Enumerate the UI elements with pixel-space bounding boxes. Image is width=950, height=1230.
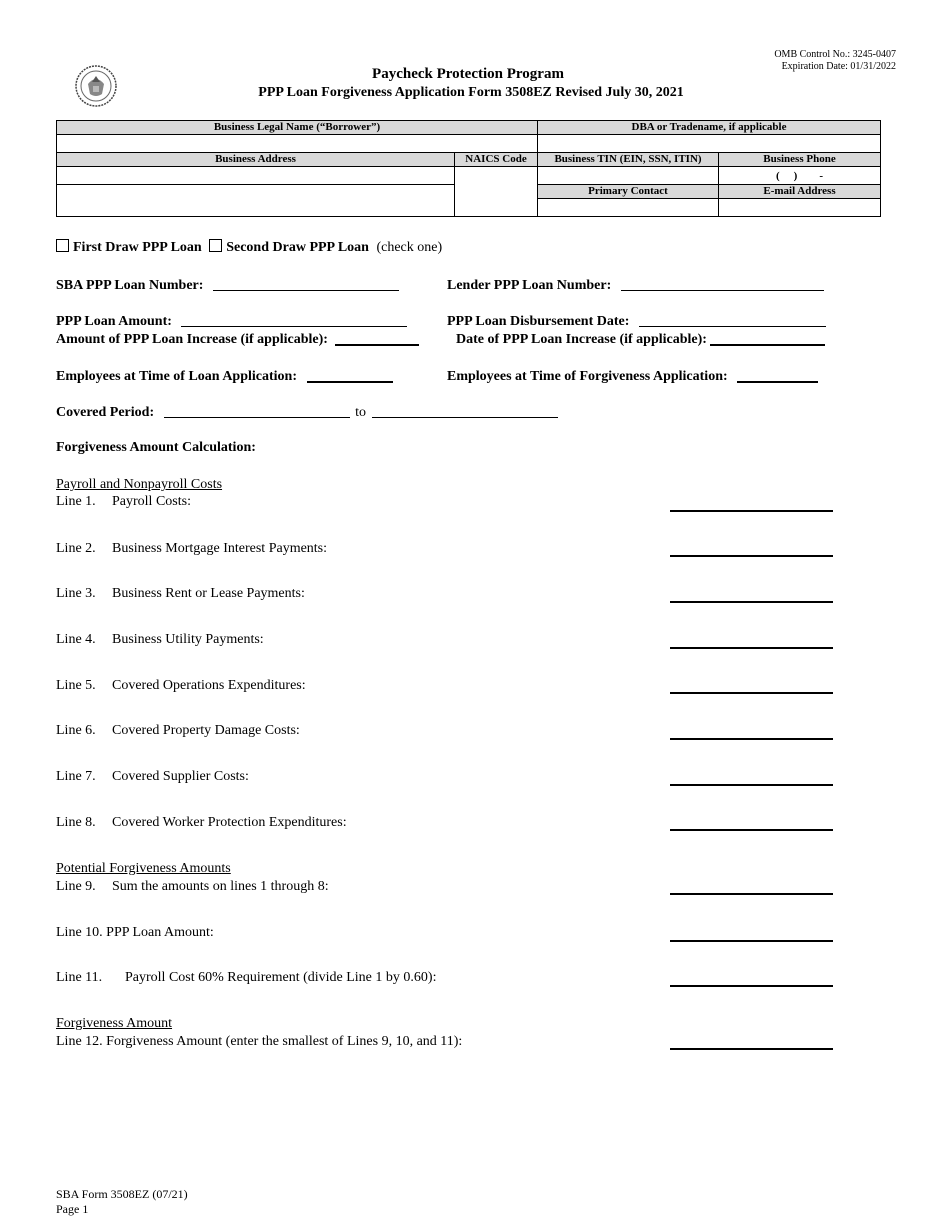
omb-control-number: OMB Control No.: 3245-0407 [774,49,896,60]
phone-open-paren: ( [775,169,780,182]
disbursement-date-label: PPP Loan Disbursement Date: [447,314,630,329]
dba-field[interactable] [538,135,881,153]
section-potential-forgiveness: Potential Forgiveness Amounts [56,861,231,876]
line-8-amount-input[interactable] [670,829,833,831]
contact-field[interactable] [538,199,719,217]
draw-type-row [56,239,442,256]
phone-close-paren: ) [793,169,798,182]
increase-amount-input[interactable] [335,331,419,346]
contact-label: Primary Contact [538,185,719,199]
second-draw-label: Second Draw PPP Loan [226,240,369,255]
line-10-amount-input[interactable] [670,940,833,942]
section-forgiveness-amount: Forgiveness Amount [56,1016,173,1031]
first-draw-label: First Draw PPP Loan [73,240,202,255]
line-12: Line 12. Forgiveness Amount (enter the smallest of Lines 9, 10, and 11): [56,1034,463,1049]
line-5: Line 5. Covered Operations Expenditures: [56,678,306,693]
line-3-amount-input[interactable] [670,601,833,603]
line-7-amount-input[interactable] [670,784,833,786]
line-7: Line 7. Covered Supplier Costs: [56,769,249,784]
address-field-line2[interactable] [57,185,455,217]
line-5-amount-input[interactable] [670,692,833,694]
employees-forgiveness-label: Employees at Time of Forgiveness Application: [447,369,728,384]
covered-period-end-input[interactable] [372,404,558,418]
line-11: Line 11. Payroll Cost 60% Requirement (divide Line 1 by 0.60): [56,970,437,985]
line-9: Line 9. Sum the amounts on lines 1 through 8: [56,879,329,894]
increase-date-label: Date of PPP Loan Increase (if applicable): [456,332,707,347]
address-field-line1[interactable] [57,167,455,185]
covered-period-label: Covered Period: [56,405,155,420]
line-9-amount-input[interactable] [670,893,833,895]
form-title: PPP Loan Forgiveness Application Form 3508EZ Revised July 30, 2021 [258,85,684,100]
phone-field[interactable] [719,167,881,185]
disbursement-date-input[interactable] [639,313,826,327]
loan-amount-input[interactable] [181,313,407,327]
covered-period-start-input[interactable] [164,404,350,418]
footer-page-number: Page 1 [56,1202,89,1216]
naics-label: NAICS Code [455,153,538,167]
lender-loan-number-input[interactable] [621,277,824,291]
program-title: Paycheck Protection Program [372,66,564,82]
line-12-amount-input[interactable] [670,1048,833,1050]
tin-label: Business TIN (EIN, SSN, ITIN) [538,153,719,167]
sba-loan-number-input[interactable] [213,277,399,291]
line-4: Line 4. Business Utility Payments: [56,632,264,647]
increase-date-input[interactable] [710,331,825,346]
phone-label: Business Phone [719,153,881,167]
tin-field[interactable] [538,167,719,185]
increase-amount-label: Amount of PPP Loan Increase (if applicable): [56,332,328,347]
dba-label: DBA or Tradename, if applicable [538,121,881,135]
footer-form-id: SBA Form 3508EZ (07/21) [56,1187,188,1201]
line-8: Line 8. Covered Worker Protection Expenditures: [56,815,347,830]
line-2-amount-input[interactable] [670,555,833,557]
employees-forgiveness-input[interactable] [737,368,818,383]
line-1: Line 1. Payroll Costs: [56,494,191,509]
line-2: Line 2. Business Mortgage Interest Payments: [56,541,328,556]
line-6-amount-input[interactable] [670,738,833,740]
phone-dash: - [819,169,823,182]
naics-field[interactable] [455,167,538,217]
line-11-amount-input[interactable] [670,985,833,987]
line-10: Line 10. PPP Loan Amount: [56,925,214,940]
line-4-amount-input[interactable] [670,647,833,649]
page-footer [56,1187,188,1217]
line-6: Line 6. Covered Property Damage Costs: [56,723,300,738]
omb-expiration-date: Expiration Date: 01/31/2022 [781,61,896,72]
loan-amount-label: PPP Loan Amount: [56,314,172,329]
section-payroll-nonpayroll: Payroll and Nonpayroll Costs [56,477,223,492]
line-3: Line 3. Business Rent or Lease Payments: [56,586,305,601]
legal-name-field[interactable] [57,135,538,153]
lender-loan-number-label: Lender PPP Loan Number: [447,278,612,293]
calc-heading: Forgiveness Amount Calculation: [56,440,256,455]
check-one-note: (check one) [376,240,443,255]
sba-loan-number-label: SBA PPP Loan Number: [56,278,204,293]
email-field[interactable] [719,199,881,217]
borrower-info-table [56,120,881,217]
legal-name-label: Business Legal Name (“Borrower”) [57,121,538,135]
address-label: Business Address [57,153,455,167]
first-draw-checkbox[interactable] [56,239,69,252]
employees-application-label: Employees at Time of Loan Application: [56,369,298,384]
second-draw-checkbox[interactable] [209,239,222,252]
line-1-amount-input[interactable] [670,510,833,512]
covered-period-to: to [355,405,366,420]
employees-application-input[interactable] [307,368,393,383]
email-label: E-mail Address [719,185,881,199]
